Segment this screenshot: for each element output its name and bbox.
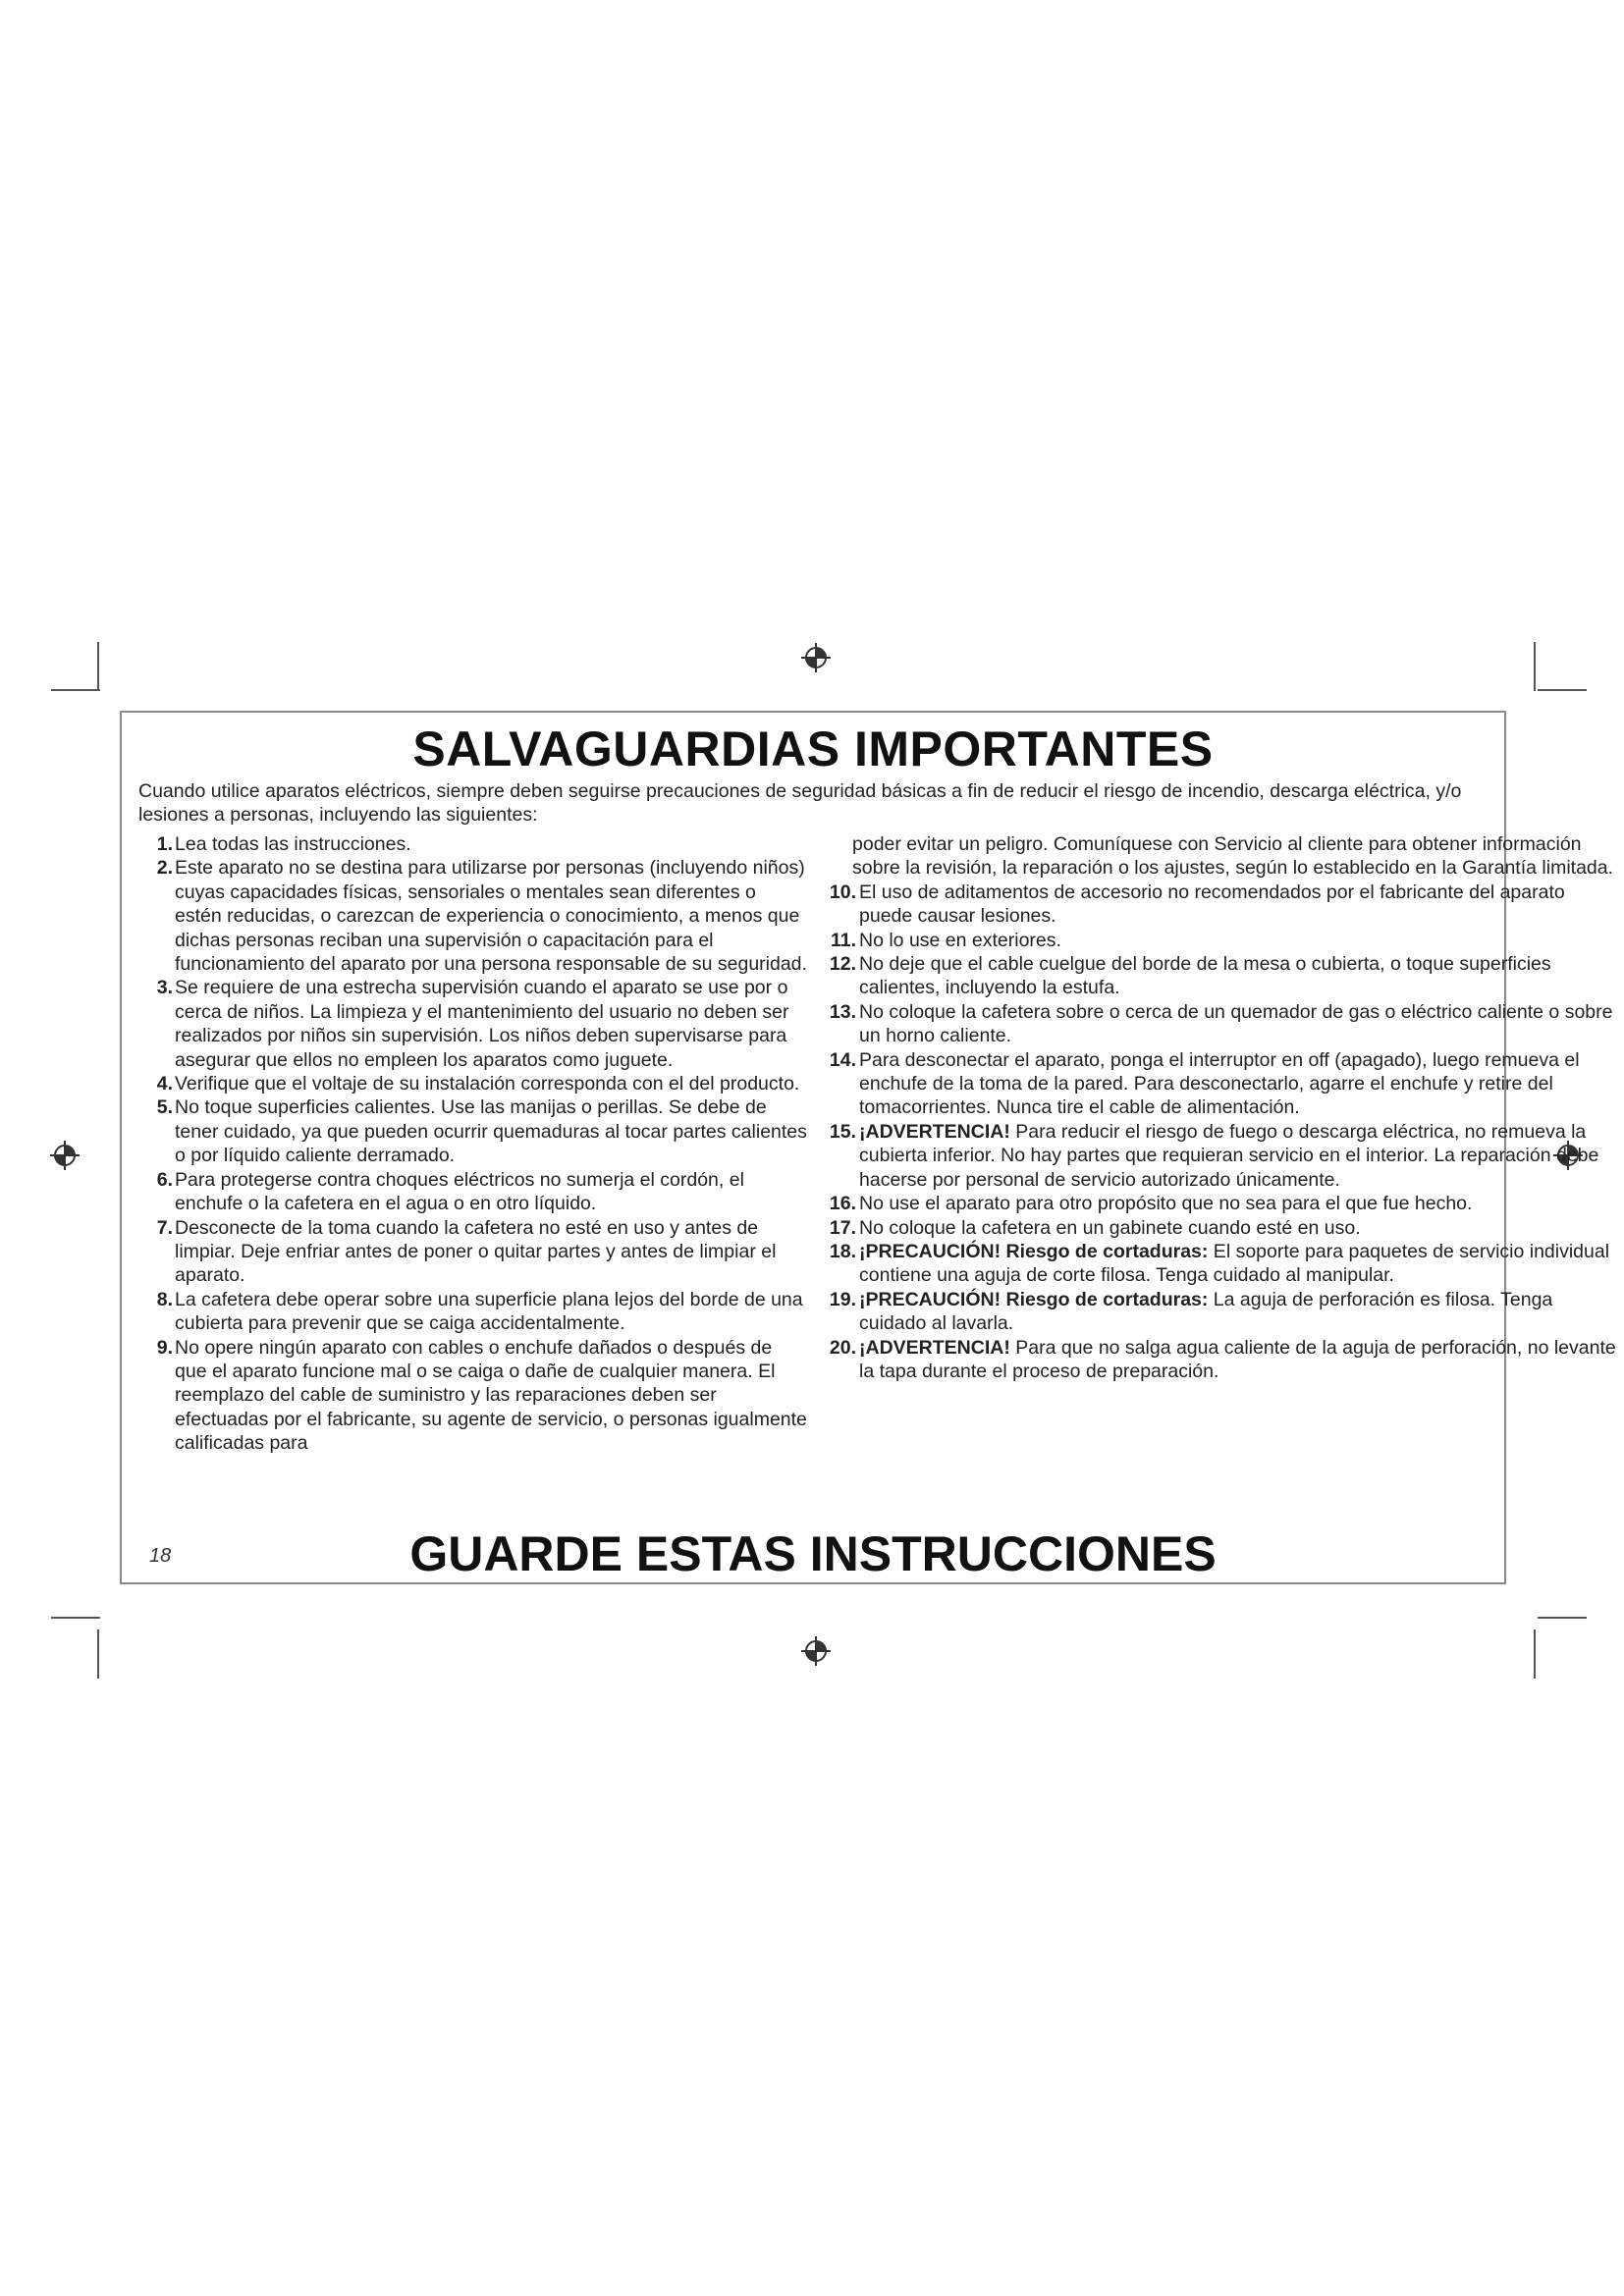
crop-mark-top-right-horizontal xyxy=(1538,689,1587,691)
item-text: Para que no salga agua caliente de la aguja de perforación, no levante la tapa durante el proceso de preparación. xyxy=(859,1336,1616,1382)
item-text: No use el aparato para otro propósito que no sea para el que fue hecho. xyxy=(859,1193,1473,1215)
safeguard-item xyxy=(149,832,807,856)
item-number: 8. xyxy=(156,1288,173,1310)
item-text: La aguja de perforación es filosa. Tenga cuidado al lavarla. xyxy=(859,1288,1553,1335)
safeguard-item xyxy=(827,1048,1622,1120)
registration-mark-icon xyxy=(801,643,831,672)
item-number: 6. xyxy=(156,1168,173,1191)
item-continuation: poder evitar un peligro. Comuníquese con Servicio al cliente para obtener información sobre la revisión, la reparación o los ajustes, según lo establecido en la Garantía limitada. xyxy=(852,833,1614,880)
safeguard-item xyxy=(827,1288,1622,1336)
safeguard-item xyxy=(827,1240,1622,1288)
safeguard-item xyxy=(149,1336,807,1456)
item-number: 20. xyxy=(829,1336,856,1359)
item-number: 11. xyxy=(830,929,856,951)
item-text: Se requiere de una estrecha supervisión cuando el aparato se use por o cerca de niños. La limpieza y el mantenimiento del usuario no deben ser realizados por niños sin supervisión. Los niños deben supervisarse para asegurar que ellos no empleen los aparatos como juguete. xyxy=(175,977,789,1071)
item-number: 2. xyxy=(156,857,173,880)
crop-mark-bottom-left-horizontal xyxy=(51,1617,100,1619)
item-number: 17. xyxy=(829,1216,856,1239)
item-number: 14. xyxy=(829,1048,856,1071)
item-text: No opere ningún aparato con cables o enchufe dañados o después de que el aparato funcione mal o se caiga o dañe de cualquier manera. El reemplazo del cable de suministro y las reparaciones deben ser efectuadas por el fabricante, su agente de servicio, o personas igualmente calificadas para xyxy=(175,1336,807,1455)
safeguard-item xyxy=(149,1072,807,1095)
safeguard-item xyxy=(149,1095,807,1167)
item-text: Este aparato no se destina para utilizarse por personas (incluyendo niños) cuyas capacidades físicas, sensoriales o mentales sean diferentes o estén reducidas, o carezcan de experiencia o conocimiento, a menos que dichas personas reciban una supervisión o capacitación para el funcionamiento del aparato por una persona responsable de su seguridad. xyxy=(175,857,807,976)
crop-mark-bottom-right-vertical xyxy=(1534,1629,1536,1679)
item-text: No toque superficies calientes. Use las manijas o perillas. Se debe de tener cuidado, ya que pueden ocurrir quemaduras al tocar partes calientes o por líquido caliente derramado. xyxy=(175,1096,807,1167)
item-text: Para reducir el riesgo de fuego o descarga eléctrica, no remueva la cubierta inferior. No hay partes que requieran servicio en el interior. La reparación debe hacerse por personal de servicio autorizado únicamente. xyxy=(859,1120,1599,1191)
item-text: Para desconectar el aparato, ponga el interruptor en off (apagado), luego remueva el enchufe de la toma de la pared. Para desconectarlo, agarre el enchufe y retire del tomacorrientes. Nunca tire el cable de alimentación. xyxy=(859,1048,1580,1119)
item-number: 19. xyxy=(829,1288,856,1310)
page-number: 18 xyxy=(149,1545,172,1567)
item-text: No deje que el cable cuelgue del borde de la mesa o cubierta, o toque superficies calientes, incluyendo la estufa. xyxy=(859,953,1551,999)
item-text: Desconecte de la toma cuando la cafetera no esté en uso y antes de limpiar. Deje enfriar antes de poner o quitar partes y antes de limpiar el aparato. xyxy=(175,1216,777,1287)
item-number: 7. xyxy=(156,1216,173,1239)
item-number: 1. xyxy=(156,833,173,855)
safeguards-panel xyxy=(120,711,1616,1584)
item-number: 16. xyxy=(829,1193,856,1215)
footer-title: GUARDE ESTAS INSTRUCCIONES xyxy=(409,1526,1217,1581)
safeguard-item xyxy=(149,1168,807,1216)
crop-mark-top-left-horizontal xyxy=(51,689,100,691)
item-text: No coloque la cafetera en un gabinete cuando esté en uso. xyxy=(859,1216,1361,1239)
item-text: No coloque la cafetera sobre o cerca de un quemador de gas o eléctrico caliente o sobre un horno caliente. xyxy=(859,1000,1613,1047)
safeguard-item xyxy=(149,976,807,1072)
item-text: No lo use en exteriores. xyxy=(859,929,1061,951)
item-text: Lea todas las instrucciones. xyxy=(175,833,411,855)
item-number: 3. xyxy=(156,977,173,999)
safeguard-item xyxy=(827,881,1622,929)
item-warning-label: ¡PRECAUCIÓN! Riesgo de cortaduras: xyxy=(859,1240,1209,1262)
item-text: El soporte para paquetes de servicio individual contiene una aguja de corte filosa. Tenga cuidado al manipular. xyxy=(859,1240,1610,1287)
safeguard-item xyxy=(827,1336,1622,1384)
item-number: 13. xyxy=(829,1000,856,1023)
item-text: Para protegerse contra choques eléctricos no sumerja el cordón, el enchufe o la cafetera en el agua o en otro líquido. xyxy=(175,1168,744,1215)
item-number: 4. xyxy=(156,1073,173,1095)
item-warning-label: ¡PRECAUCIÓN! Riesgo de cortaduras: xyxy=(859,1288,1209,1310)
safeguard-item xyxy=(149,1288,807,1336)
safeguard-item xyxy=(149,856,807,976)
item-text: Verifique que el voltaje de su instalación corresponda con el del producto. xyxy=(175,1073,800,1095)
item-warning-label: ¡ADVERTENCIA! xyxy=(859,1336,1010,1359)
safeguard-item xyxy=(149,1216,807,1288)
safeguard-item xyxy=(827,929,1622,952)
item-warning-label: ¡ADVERTENCIA! xyxy=(859,1120,1010,1143)
item-number: 9. xyxy=(156,1336,173,1359)
left-column xyxy=(149,832,807,1456)
crop-mark-bottom-left-vertical xyxy=(97,1629,99,1679)
item-number: 10. xyxy=(829,881,856,903)
safeguard-item xyxy=(827,1000,1622,1048)
crop-mark-bottom-right-horizontal xyxy=(1538,1617,1587,1619)
registration-mark-icon xyxy=(801,1636,831,1666)
item-text: La cafetera debe operar sobre una superficie plana lejos del borde de una cubierta para prevenir que se caiga accidentalmente. xyxy=(175,1288,803,1335)
item-number: 15. xyxy=(829,1120,856,1143)
safeguard-item xyxy=(827,1216,1622,1240)
page-title: SALVAGUARDIAS IMPORTANTES xyxy=(412,721,1214,776)
item-text: El uso de aditamentos de accesorio no recomendados por el fabricante del aparato puede causar lesiones. xyxy=(859,881,1565,928)
safeguard-item xyxy=(827,1120,1622,1192)
registration-mark-icon xyxy=(50,1141,80,1170)
item-number: 12. xyxy=(829,953,856,976)
item-number: 5. xyxy=(156,1096,173,1119)
right-column xyxy=(827,832,1622,1383)
safeguard-item xyxy=(827,952,1622,1000)
safeguard-item xyxy=(827,1192,1622,1215)
item-number: 18. xyxy=(829,1240,856,1262)
crop-mark-top-left-vertical xyxy=(97,642,99,691)
intro-paragraph: Cuando utilice aparatos eléctricos, siempre deben seguirse precauciones de seguridad básicas a fin de reducir el riesgo de incendio, descarga eléctrica, y/o lesiones a personas, incluyendo las siguientes: xyxy=(138,780,1462,826)
crop-mark-top-right-vertical xyxy=(1534,642,1536,691)
